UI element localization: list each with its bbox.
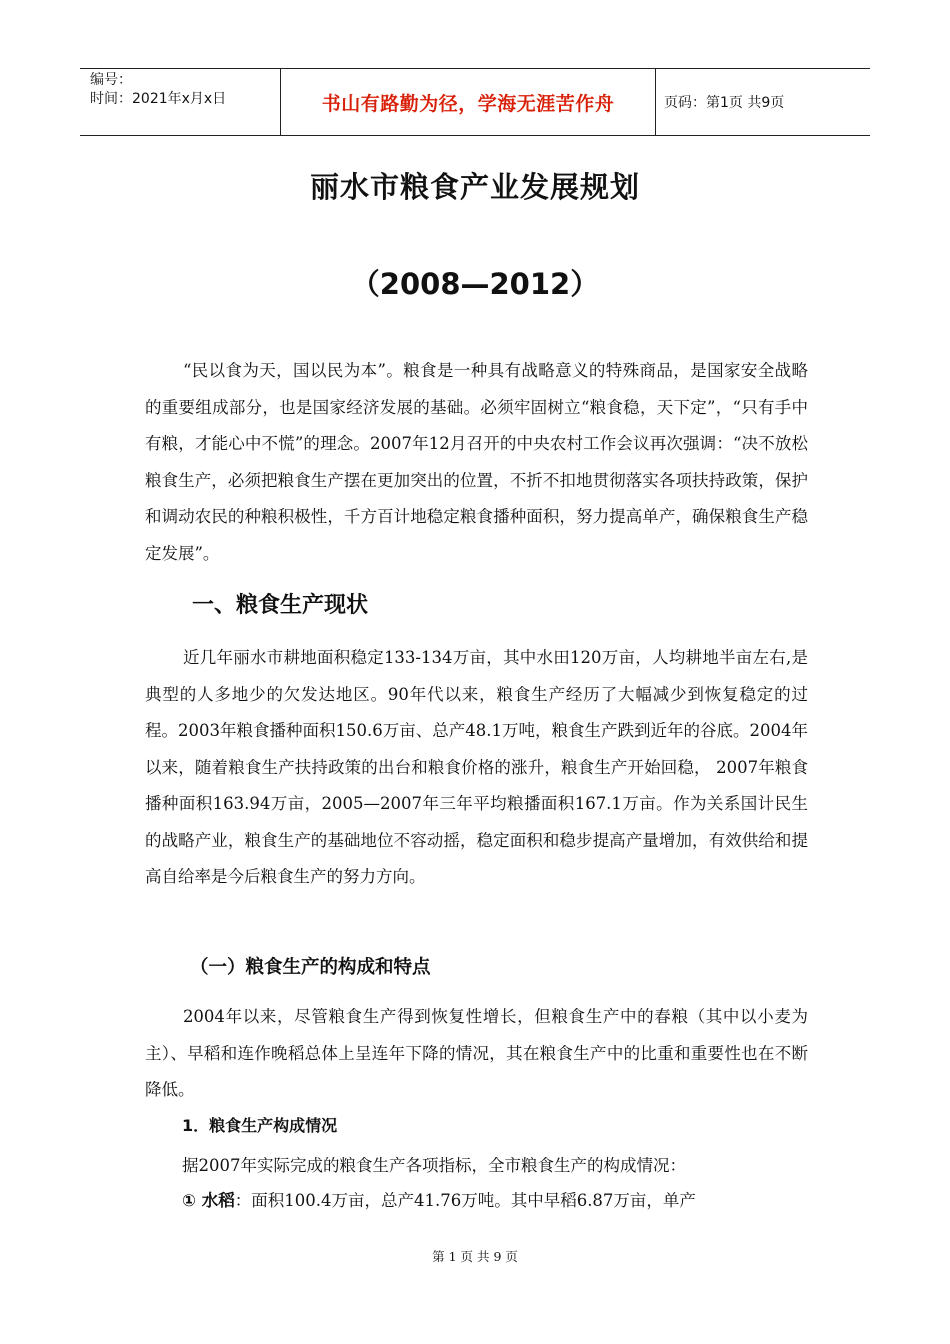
header-page-info: 页码：第1页 共9页 [664, 95, 785, 111]
document-date: 时间：2021年x月x日 [90, 91, 227, 107]
header-motto: 书山有路勤为径，学海无涯苦作舟 [281, 69, 656, 135]
page-footer: 第 1 页 共 9 页 [432, 1249, 518, 1264]
section-heading-1: 一、粮食生产现状 [192, 593, 369, 618]
subsection-1-paragraph: 2004年以来，尽管粮食生产得到恢复性增长，但粮食生产中的春粮（其中以小麦为主）、早稻和连作晚稻总体上呈连年下降的情况，其在粮食生产中的比重和重要性也在不断降低。 [145, 1007, 808, 1099]
section-1-paragraph: 近几年丽水市耕地面积稳定133-134万亩，其中水田120万亩，人均耕地半亩左右,是典型的人多地少的欠发达地区。90年代以来，粮食生产经历了大幅减少到恢复稳定的过程。2003年粮食播种面积150.6万亩、总产48.1万吨，粮食生产跌到近年的谷底。2004年以来，随着粮食生产扶持政策的出台和粮食价格的涨升，粮食生产开始回稳， 2007年粮食播种面积163.94万亩，2005—2007年三年平均粮播面积167.1万亩。作为关系国计民生的战略产业，粮食生产的基础地位不容动摇，稳定面积和稳步提高产量增加，有效供给和提高自给率是今后粮食生产的努力方向。 [145, 648, 808, 886]
composition-intro-line: 据2007年实际完成的粮食生产各项指标，全市粮食生产的构成情况： [182, 1156, 686, 1175]
document-number-label: 编号： [90, 72, 132, 88]
intro-paragraph: “民以食为天，国以民为本”。粮食是一种具有战略意义的特殊商品，是国家安全战略的重要组成部分，也是国家经济发展的基础。必须牢固树立“粮食稳，天下定”，“只有手中有粮，才能心中不慌”的理念。2007年12月召开的中央农村工作会议再次强调：“决不放松粮食生产，必须把粮食生产摆在更加突出的位置，不折不扣地贯彻落实各项扶持政策，保护和调动农民的种粮积极性，千方百计地稳定粮食播种面积，努力提高单产，确保粮食生产稳定发展”。 [145, 361, 808, 563]
rice-term: ① 水稻 [182, 1191, 235, 1210]
document-title: 丽水市粮食产业发展规划 [309, 170, 640, 204]
subsection-heading-1: （一）粮食生产的构成和特点 [190, 957, 431, 978]
header-meta [80, 69, 281, 135]
rice-text: ：面积100.4万亩，总产41.76万吨。其中早稻6.87万亩，单产 [234, 1191, 696, 1210]
header-table [80, 68, 870, 136]
item-heading-1: 1．粮食生产构成情况 [182, 1116, 338, 1135]
rice-line [182, 1187, 696, 1211]
document-subtitle: （2008—2012） [350, 267, 600, 301]
